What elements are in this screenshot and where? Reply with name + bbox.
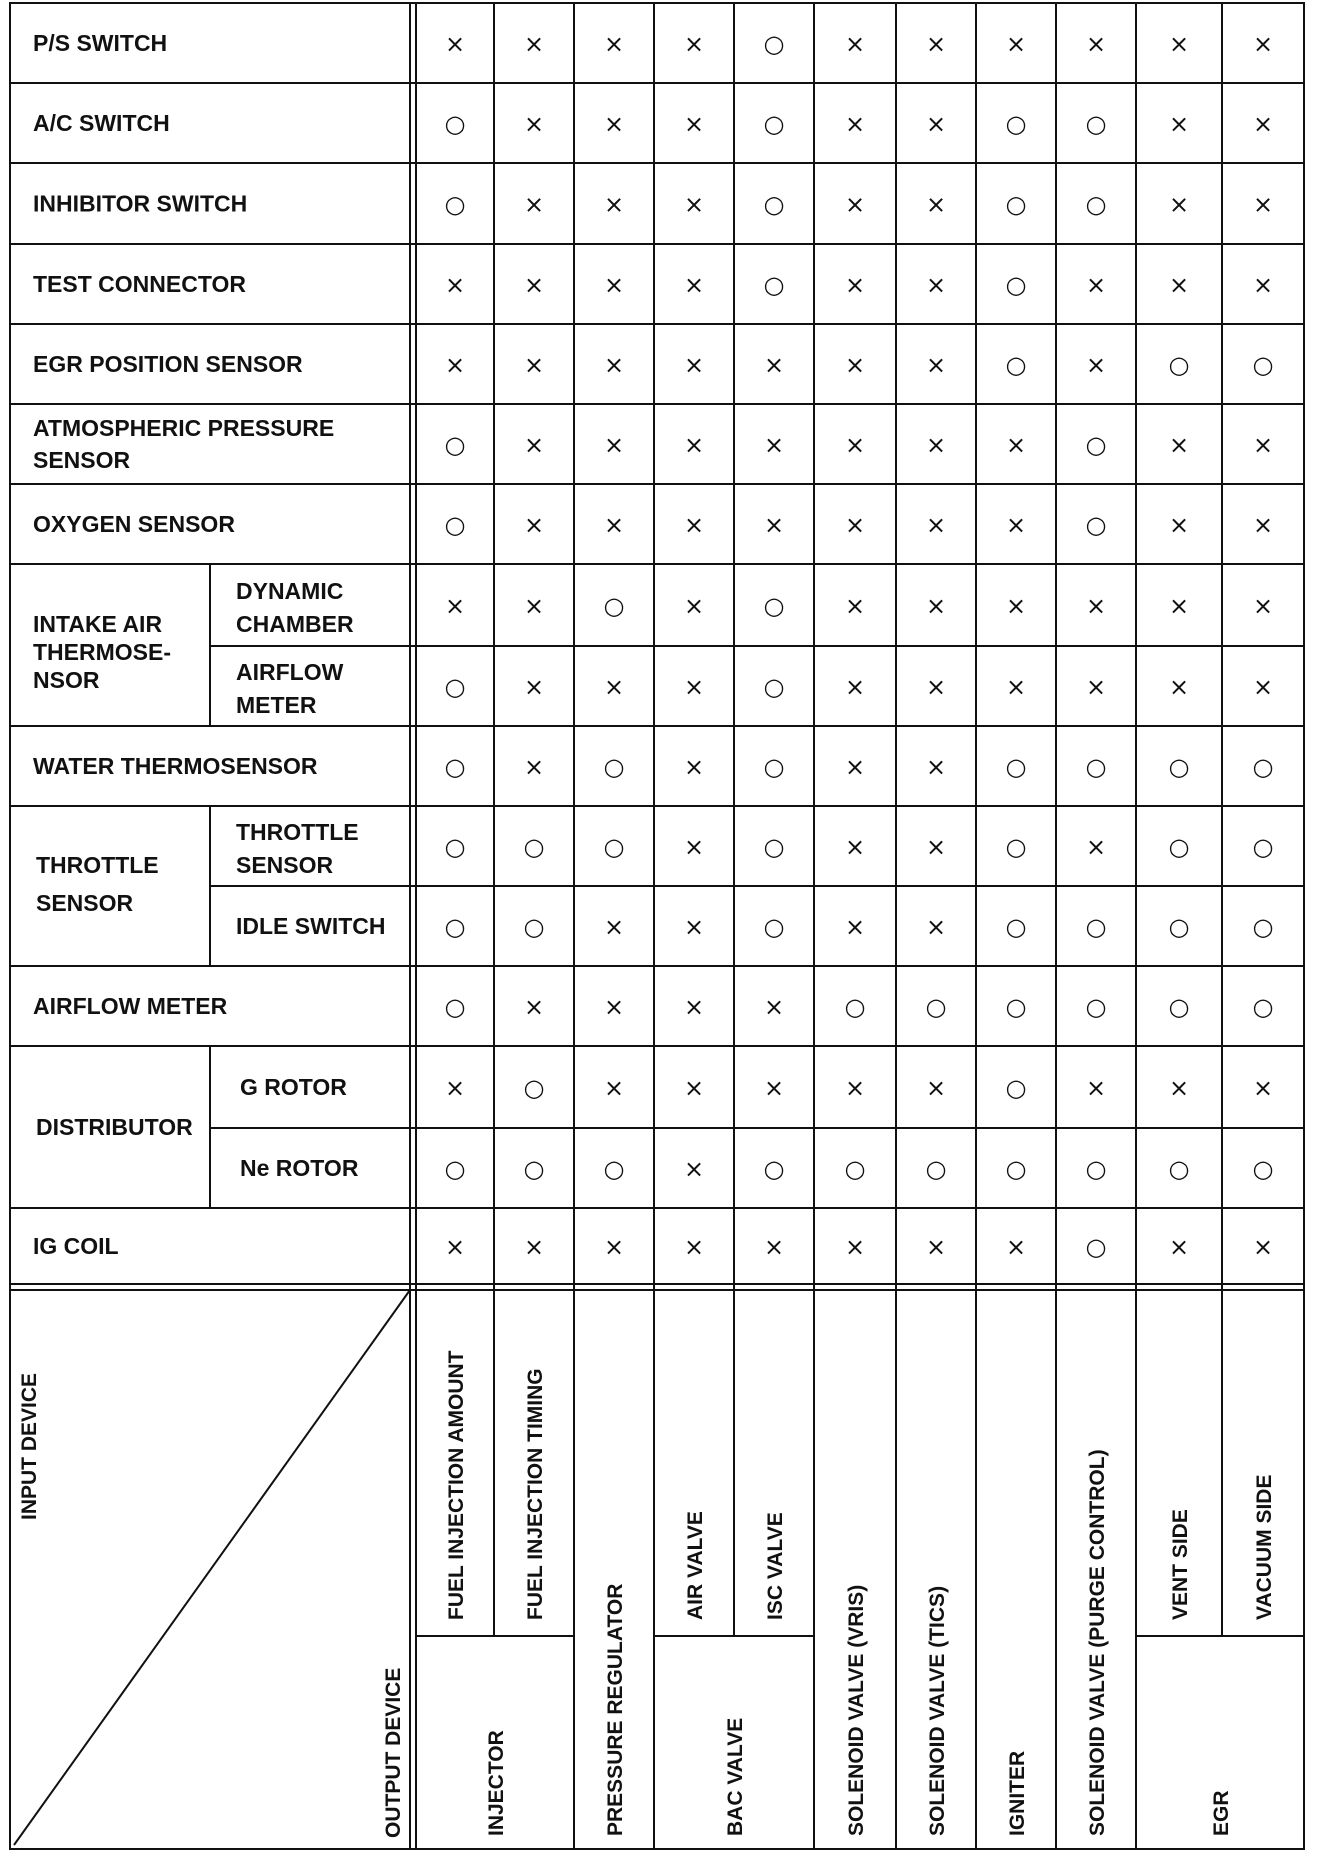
mark-yes: ○ bbox=[444, 833, 466, 861]
mark-no: × bbox=[683, 993, 705, 1021]
mark-no: × bbox=[523, 592, 545, 620]
mark-yes: ○ bbox=[603, 833, 625, 861]
mark-yes: ○ bbox=[1252, 993, 1274, 1021]
mark-yes: ○ bbox=[444, 110, 466, 138]
mark-no: × bbox=[1252, 673, 1274, 701]
output-column-header: ISC VALVE bbox=[764, 1512, 787, 1620]
mark-no: × bbox=[1085, 673, 1107, 701]
mark-yes: ○ bbox=[763, 271, 785, 299]
mark-no: × bbox=[683, 753, 705, 781]
mark-no: × bbox=[603, 511, 625, 539]
mark-no: × bbox=[603, 351, 625, 379]
mark-no: × bbox=[603, 673, 625, 701]
mark-no: × bbox=[763, 431, 785, 459]
mark-no: × bbox=[844, 1233, 866, 1261]
mark-yes: ○ bbox=[1005, 190, 1027, 219]
mark-no: × bbox=[925, 351, 947, 379]
mark-no: × bbox=[1168, 511, 1190, 539]
input-device-label: INPUT DEVICE bbox=[18, 1372, 41, 1520]
mark-yes: ○ bbox=[1168, 833, 1190, 861]
mark-no: × bbox=[683, 271, 705, 299]
mark-no: × bbox=[1005, 1233, 1027, 1261]
mark-no: × bbox=[683, 1155, 705, 1183]
mark-no: × bbox=[1168, 431, 1190, 459]
mark-no: × bbox=[1085, 1074, 1107, 1102]
mark-no: × bbox=[603, 110, 625, 138]
mark-no: × bbox=[603, 1074, 625, 1102]
output-device-headers bbox=[445, 1350, 1276, 1836]
input-label: WATER THERMOSENSOR bbox=[33, 753, 318, 779]
mark-no: × bbox=[683, 190, 705, 219]
mark-no: × bbox=[925, 511, 947, 539]
mark-no: × bbox=[523, 30, 545, 58]
mark-no: × bbox=[763, 351, 785, 379]
mark-no: × bbox=[603, 271, 625, 299]
mark-yes: ○ bbox=[763, 190, 785, 219]
mark-no: × bbox=[523, 993, 545, 1021]
mark-no: × bbox=[1005, 511, 1027, 539]
mark-no: × bbox=[683, 673, 705, 701]
mark-no: × bbox=[925, 30, 947, 58]
mark-no: × bbox=[523, 190, 545, 219]
mark-yes: ○ bbox=[1085, 1233, 1107, 1261]
mark-no: × bbox=[1252, 1233, 1274, 1261]
mark-no: × bbox=[1005, 431, 1027, 459]
mark-yes: ○ bbox=[1252, 1155, 1274, 1183]
mark-no: × bbox=[523, 511, 545, 539]
mark-no: × bbox=[1168, 110, 1190, 138]
mark-no: × bbox=[603, 913, 625, 941]
mark-yes: ○ bbox=[1085, 190, 1107, 219]
mark-yes: ○ bbox=[1168, 351, 1190, 379]
mark-yes: ○ bbox=[1085, 1155, 1107, 1183]
row-divider-lines bbox=[10, 83, 1304, 1208]
mark-no: × bbox=[1005, 673, 1027, 701]
input-group-label: THROTTLE SENSOR bbox=[36, 852, 159, 916]
mark-no: × bbox=[683, 833, 705, 861]
mark-yes: ○ bbox=[1085, 913, 1107, 941]
mark-no: × bbox=[925, 110, 947, 138]
mark-yes: ○ bbox=[1168, 993, 1190, 1021]
mark-no: × bbox=[925, 753, 947, 781]
input-label: ATMOSPHERIC PRESSURE SENSOR bbox=[33, 415, 335, 473]
mark-no: × bbox=[523, 271, 545, 299]
mark-no: × bbox=[683, 1233, 705, 1261]
mark-no: × bbox=[683, 110, 705, 138]
mark-yes: ○ bbox=[925, 1155, 947, 1183]
mark-no: × bbox=[1252, 511, 1274, 539]
mark-yes: ○ bbox=[444, 511, 466, 539]
mark-yes: ○ bbox=[1168, 753, 1190, 781]
mark-yes: ○ bbox=[603, 1155, 625, 1183]
mark-no: × bbox=[523, 753, 545, 781]
mark-no: × bbox=[603, 431, 625, 459]
mark-no: × bbox=[844, 110, 866, 138]
mark-no: × bbox=[844, 351, 866, 379]
output-column-header: FUEL INJECTION AMOUNT bbox=[445, 1350, 468, 1620]
mark-yes: ○ bbox=[523, 1155, 545, 1183]
output-column-header: PRESSURE REGULATOR bbox=[604, 1583, 627, 1836]
mark-yes: ○ bbox=[763, 30, 785, 58]
input-label: EGR POSITION SENSOR bbox=[33, 351, 303, 377]
mark-no: × bbox=[444, 351, 466, 379]
input-sublabel: DYNAMIC CHAMBER bbox=[236, 578, 354, 637]
mark-no: × bbox=[683, 913, 705, 941]
mark-no: × bbox=[1168, 673, 1190, 701]
mark-no: × bbox=[683, 511, 705, 539]
mark-no: × bbox=[683, 1074, 705, 1102]
mark-yes: ○ bbox=[1085, 110, 1107, 138]
mark-no: × bbox=[1168, 592, 1190, 620]
mark-no: × bbox=[925, 271, 947, 299]
mark-yes: ○ bbox=[763, 673, 785, 701]
mark-no: × bbox=[763, 1074, 785, 1102]
mark-yes: ○ bbox=[1085, 431, 1107, 459]
output-column-header: SOLENOID VALVE (PURGE CONTROL) bbox=[1086, 1449, 1109, 1836]
mark-yes: ○ bbox=[1252, 351, 1274, 379]
mark-no: × bbox=[683, 431, 705, 459]
mark-yes: ○ bbox=[844, 1155, 866, 1183]
mark-no: × bbox=[1168, 1233, 1190, 1261]
corner-diagonal-line bbox=[14, 1290, 410, 1845]
mark-yes: ○ bbox=[444, 431, 466, 459]
output-group-header: BAC VALVE bbox=[724, 1717, 747, 1836]
mark-no: × bbox=[844, 673, 866, 701]
mark-yes: ○ bbox=[1085, 993, 1107, 1021]
output-column-header: SOLENOID VALVE (VRIS) bbox=[845, 1584, 868, 1836]
mark-no: × bbox=[844, 431, 866, 459]
mark-no: × bbox=[1085, 592, 1107, 620]
mark-no: × bbox=[844, 190, 866, 219]
mark-yes: ○ bbox=[1005, 993, 1027, 1021]
output-device-label: OUTPUT DEVICE bbox=[382, 1667, 405, 1838]
input-label: TEST CONNECTOR bbox=[33, 271, 246, 297]
mark-no: × bbox=[1252, 271, 1274, 299]
mark-yes: ○ bbox=[763, 833, 785, 861]
mark-yes: ○ bbox=[603, 592, 625, 620]
mark-no: × bbox=[603, 190, 625, 219]
output-column-header: VACUUM SIDE bbox=[1253, 1474, 1276, 1620]
output-column-header: IGNITER bbox=[1006, 1750, 1029, 1836]
mark-no: × bbox=[603, 30, 625, 58]
mark-no: × bbox=[763, 511, 785, 539]
mark-yes: ○ bbox=[603, 753, 625, 781]
mark-no: × bbox=[844, 913, 866, 941]
mark-no: × bbox=[844, 271, 866, 299]
mark-no: × bbox=[523, 351, 545, 379]
mark-yes: ○ bbox=[1252, 753, 1274, 781]
mark-no: × bbox=[444, 1074, 466, 1102]
mark-yes: ○ bbox=[1005, 753, 1027, 781]
mark-no: × bbox=[1252, 30, 1274, 58]
mark-no: × bbox=[844, 753, 866, 781]
mark-no: × bbox=[1252, 592, 1274, 620]
input-label: P/S SWITCH bbox=[33, 30, 168, 56]
mark-yes: ○ bbox=[1005, 833, 1027, 861]
mark-yes: ○ bbox=[1252, 833, 1274, 861]
mark-no: × bbox=[925, 913, 947, 941]
output-group-header: INJECTOR bbox=[485, 1730, 508, 1836]
mark-no: × bbox=[1005, 30, 1027, 58]
mark-yes: ○ bbox=[444, 1155, 466, 1183]
mark-no: × bbox=[523, 431, 545, 459]
mark-no: × bbox=[844, 511, 866, 539]
mark-yes: ○ bbox=[1168, 913, 1190, 941]
output-column-header: FUEL INJECTION TIMING bbox=[524, 1368, 547, 1620]
mark-no: × bbox=[1252, 110, 1274, 138]
output-column-header: VENT SIDE bbox=[1169, 1509, 1192, 1620]
mark-no: × bbox=[925, 1233, 947, 1261]
mark-no: × bbox=[925, 833, 947, 861]
mark-yes: ○ bbox=[763, 110, 785, 138]
mark-yes: ○ bbox=[523, 913, 545, 941]
input-label: AIRFLOW METER bbox=[33, 993, 228, 1019]
mark-yes: ○ bbox=[1005, 913, 1027, 941]
input-sublabel: Ne ROTOR bbox=[240, 1155, 359, 1181]
mark-no: × bbox=[683, 30, 705, 58]
mark-no: × bbox=[844, 30, 866, 58]
mark-yes: ○ bbox=[1005, 351, 1027, 379]
input-sublabel: IDLE SWITCH bbox=[236, 913, 386, 939]
input-sublabel: G ROTOR bbox=[240, 1074, 347, 1100]
mark-no: × bbox=[683, 592, 705, 620]
mark-yes: ○ bbox=[444, 993, 466, 1021]
mark-no: × bbox=[523, 673, 545, 701]
mark-no: × bbox=[444, 30, 466, 58]
mark-yes: ○ bbox=[1005, 1074, 1027, 1102]
input-group-label: INTAKE AIR THERMOSE-NSOR bbox=[33, 611, 171, 693]
mark-yes: ○ bbox=[444, 913, 466, 941]
mark-yes: ○ bbox=[523, 1074, 545, 1102]
mark-no: × bbox=[925, 1074, 947, 1102]
mark-no: × bbox=[1252, 1074, 1274, 1102]
mark-no: × bbox=[1085, 833, 1107, 861]
mark-no: × bbox=[1252, 190, 1274, 219]
output-column-header: AIR VALVE bbox=[684, 1511, 707, 1620]
mark-yes: ○ bbox=[763, 1155, 785, 1183]
input-sublabel: THROTTLE SENSOR bbox=[236, 819, 359, 878]
mark-no: × bbox=[603, 1233, 625, 1261]
mark-no: × bbox=[925, 190, 947, 219]
mark-yes: ○ bbox=[1085, 511, 1107, 539]
mark-no: × bbox=[1168, 271, 1190, 299]
mark-no: × bbox=[844, 1074, 866, 1102]
mark-no: × bbox=[1168, 190, 1190, 219]
mark-no: × bbox=[444, 271, 466, 299]
mark-yes: ○ bbox=[763, 592, 785, 620]
mark-yes: ○ bbox=[844, 993, 866, 1021]
mark-yes: ○ bbox=[925, 993, 947, 1021]
mark-yes: ○ bbox=[1005, 110, 1027, 138]
mark-no: × bbox=[444, 1233, 466, 1261]
mark-yes: ○ bbox=[763, 913, 785, 941]
input-group-labels bbox=[33, 611, 193, 1140]
mark-yes: ○ bbox=[1085, 753, 1107, 781]
mark-no: × bbox=[844, 833, 866, 861]
input-sublabel: AIRFLOW METER bbox=[236, 659, 344, 718]
mark-no: × bbox=[1168, 30, 1190, 58]
mark-no: × bbox=[683, 351, 705, 379]
mark-yes: ○ bbox=[1168, 1155, 1190, 1183]
input-label: OXYGEN SENSOR bbox=[33, 511, 235, 537]
mark-no: × bbox=[523, 1233, 545, 1261]
mark-yes: ○ bbox=[763, 753, 785, 781]
mark-no: × bbox=[1085, 271, 1107, 299]
input-group-label: DISTRIBUTOR bbox=[36, 1114, 193, 1140]
mark-no: × bbox=[925, 431, 947, 459]
mark-no: × bbox=[1005, 592, 1027, 620]
mark-yes: ○ bbox=[1005, 1155, 1027, 1183]
mark-no: × bbox=[603, 993, 625, 1021]
input-label: A/C SWITCH bbox=[33, 110, 170, 136]
mark-no: × bbox=[1252, 431, 1274, 459]
mark-no: × bbox=[844, 592, 866, 620]
mark-yes: ○ bbox=[444, 190, 466, 219]
mark-no: × bbox=[444, 592, 466, 620]
mark-no: × bbox=[763, 993, 785, 1021]
mark-no: × bbox=[925, 592, 947, 620]
mark-no: × bbox=[1085, 351, 1107, 379]
mark-yes: ○ bbox=[444, 753, 466, 781]
mark-no: × bbox=[763, 1233, 785, 1261]
mark-yes: ○ bbox=[1252, 913, 1274, 941]
mark-yes: ○ bbox=[1005, 271, 1027, 299]
input-label: INHIBITOR SWITCH bbox=[33, 190, 248, 217]
output-column-header: SOLENOID VALVE (TICS) bbox=[926, 1585, 949, 1836]
mark-no: × bbox=[523, 110, 545, 138]
mark-yes: ○ bbox=[444, 673, 466, 701]
mark-no: × bbox=[925, 673, 947, 701]
output-group-header: EGR bbox=[1210, 1790, 1233, 1836]
mark-no: × bbox=[1085, 30, 1107, 58]
mark-no: × bbox=[1168, 1074, 1190, 1102]
mark-yes: ○ bbox=[523, 833, 545, 861]
input-label: IG COIL bbox=[33, 1233, 119, 1259]
